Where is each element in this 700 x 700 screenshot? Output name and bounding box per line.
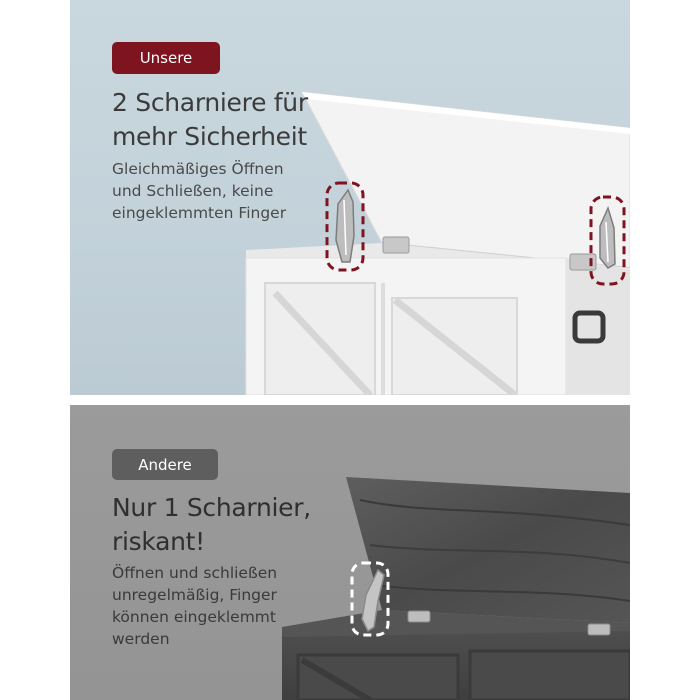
description-line: werden — [112, 630, 170, 648]
badge-ours: Unsere — [112, 42, 220, 74]
headline-line: 2 Scharniere für — [112, 88, 308, 117]
comparison-panel-others — [70, 405, 630, 700]
description-line: Gleichmäßiges Öffnen — [112, 160, 284, 178]
description-line: eingeklemmten Finger — [112, 204, 287, 222]
description-line: unregelmäßig, Finger — [112, 586, 277, 604]
headline-ours — [112, 86, 382, 154]
description-others — [112, 562, 312, 650]
headline-line: mehr Sicherheit — [112, 122, 307, 151]
badge-others: Andere — [112, 449, 218, 480]
hinge-plate-center — [383, 237, 409, 253]
description-ours — [112, 158, 322, 224]
description-line: und Schließen, keine — [112, 182, 274, 200]
description-line: Öffnen und schließen — [112, 564, 278, 582]
headline-others — [112, 491, 342, 559]
hinge-plate-center — [408, 611, 430, 622]
headline-line: Nur 1 Scharnier, — [112, 493, 311, 522]
headline-line: riskant! — [112, 527, 205, 556]
description-line: können eingeklemmt — [112, 608, 276, 626]
comparison-panel-ours — [70, 0, 630, 395]
hinge-plate-right — [588, 624, 610, 635]
